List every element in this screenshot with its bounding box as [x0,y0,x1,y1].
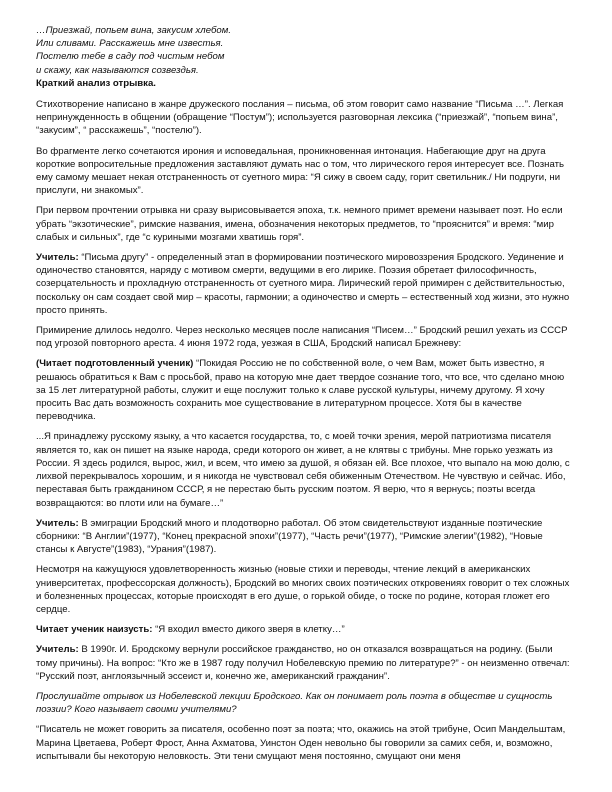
paragraph [36,623,576,636]
paragraph-text: “Письма другу” - определенный этап в формировании поэтического мировоззрения Бродского. Уединение и одиночество становятся, наряду с мотивом смерти, ведущими в его лирике. Поэзия обретает философичность, созерцательность и прохладную отстраненность от суетного мира. Лирический герой примирен с действительностью, поскольку он сам создает свой мир – красоты, гармонии; а одиночество и смерть – естественный ход жизни, это нужно просто принять. [36,252,570,316]
speaker-label: Учитель: [36,644,79,656]
poem-line: и скажу, как называются созвездья. [36,64,199,76]
paragraph: Стихотворение написано в жанре дружеского послания – письма, об этом говорит само название “Письма …”. Легкая непринужденность в общении (обращение “Постум”); используется разговорная лексика (“приезжай”, “попьем вина”, “закусим”, “ расскажешь”, “постелю”). [36,99,564,137]
speaker-label: (Читает подготовленный ученик) [36,358,194,370]
paragraph-text: В эмиграции Бродский много и плодотворно работал. Об этом свидетельствуют изданные поэтические сборники: “В Англии”(1977), “Конец прекрасной эпохи”(1977), “Часть речи”(1977), “Римские элегии”(1982), “Новые стансы к Августе”(1983), “Урания”(1987). [36,517,543,556]
paragraph-text: В 1990г. И. Бродскому вернули российское гражданство, но он отказался возвращаться на родину. (Были тому причины). На вопрос: “Кто же в 1987 году получил Нобелевскую премию по литературе?” - он неизменно отвечал: “Русский поэт, англоязычный эссеист и, конечно же, американский гражданин”. [36,644,570,682]
paragraph [36,357,576,423]
paragraph: Во фрагменте легко сочетаются ирония и исповедальная, проникновенная интонация. Набегающие друг на друга короткие вопросительные предложения заставляют думать нас о том, что лирического героя интересует все. Познать ему самому мешает некая отстраненность от суетного мира: “Я сижу в своем саду, горит светильник./ Ни подруги, ни прислуги, ни знакомых”. [36,145,564,197]
assignment-question: Прослушайте отрывок из Нобелевской лекции Бродского. Как он понимает роль поэта в обществе и сущность поэзии? Кого называет своими учителями? [36,690,553,716]
speaker-label: Учитель: [36,517,79,529]
poem-excerpt [36,24,576,77]
poem-line: Или сливами. Расскажешь мне известья. [36,38,224,50]
paragraph [36,517,576,557]
paragraph-text: “Покидая Россию не по собственной воле, о чем Вам, может быть известно, я решаюсь обратиться к Вам с просьбой, право на которую мне дает твердое сознание того, что все, что сделано мною за 15 лет литературной работы, служит и еще послужит только к славе русской культуры, ничему другому. Я хочу просить Вас дать возможность сохранить мое существование в литературном процессе. Хотя бы в качестве переводчика. [36,358,565,423]
paragraph: При первом прочтении отрывка ни сразу вырисовывается эпоха, т.к. немного примет времени называет поэт. Но если убрать “экзотические”, римские названия, имена, обозначения некоторых предметов, то “прояснится” и время: “мир слабых и сильных”, где “с куриными мозгами хватишь горя”. [36,205,563,243]
paragraph: Несмотря на кажущуюся удовлетворенность жизнью (новые стихи и переводы, чтение лекций в американских университетах, профессорская должность), Бродский во многих своих поэтических откровениях говорит о тех сложных и болезненных процессах, которые происходят в его душе, о горькой обиде, о тоске по родине, которая гложет его сердце. [36,564,570,615]
paragraph [36,251,576,317]
section-heading: Краткий анализ отрывка. [36,77,156,89]
speaker-label: Читает ученик наизусть: [36,624,153,636]
paragraph: “Писатель не может говорить за писателя, особенно поэт за поэта; что, окажись на этой трибуне, Осип Мандельштам, Марина Цветаева, Роберт Фрост, Анна Ахматова, Уинстон Оден невольно бы говорили за самих себя, и, возможно, испытывали бы некоторую неловкость. Эти тени смущают меня постоянно, смущают они меня [36,724,566,762]
paragraph-text: “Я входил вместо дикого зверя в клетку…” [152,624,345,636]
paragraph [36,643,576,683]
poem-line: …Приезжай, попьем вина, закусим хлебом. [36,25,232,36]
paragraph: Примирение длилось недолго. Через несколько месяцев после написания “Писем…” Бродский решил уехать из СССР под угрозой повторного ареста. 4 июня 1972 года, уезжая в США, Бродский написал Брежневу: [36,325,568,350]
speaker-label: Учитель: [36,252,79,264]
poem-line: Постелю тебе в саду под чистым небом [36,51,225,63]
paragraph: ...Я принадлежу русскому языку, а что касается государства, то, с моей точки зрения, мерой патриотизма писателя является то, как он пишет на языке народа, среди которого он живет, а не клятвы с трибуны. Мне горько уезжать из России. Я здесь родился, вырос, жил, и всем, что имею за душой, я обязан ей. Все плохое, что выпало на мою долю, с лихвой перекрывалось хорошим, и я никогда не чувствовал себя обиженным Отечеством. Не чувствую и сейчас. Ибо, переставая быть гражданином СССР, я не перестаю быть русским поэтом. Я верю, что я вернусь; поэты всегда возвращаются: во плоти или на бумаге…” [36,431,570,509]
